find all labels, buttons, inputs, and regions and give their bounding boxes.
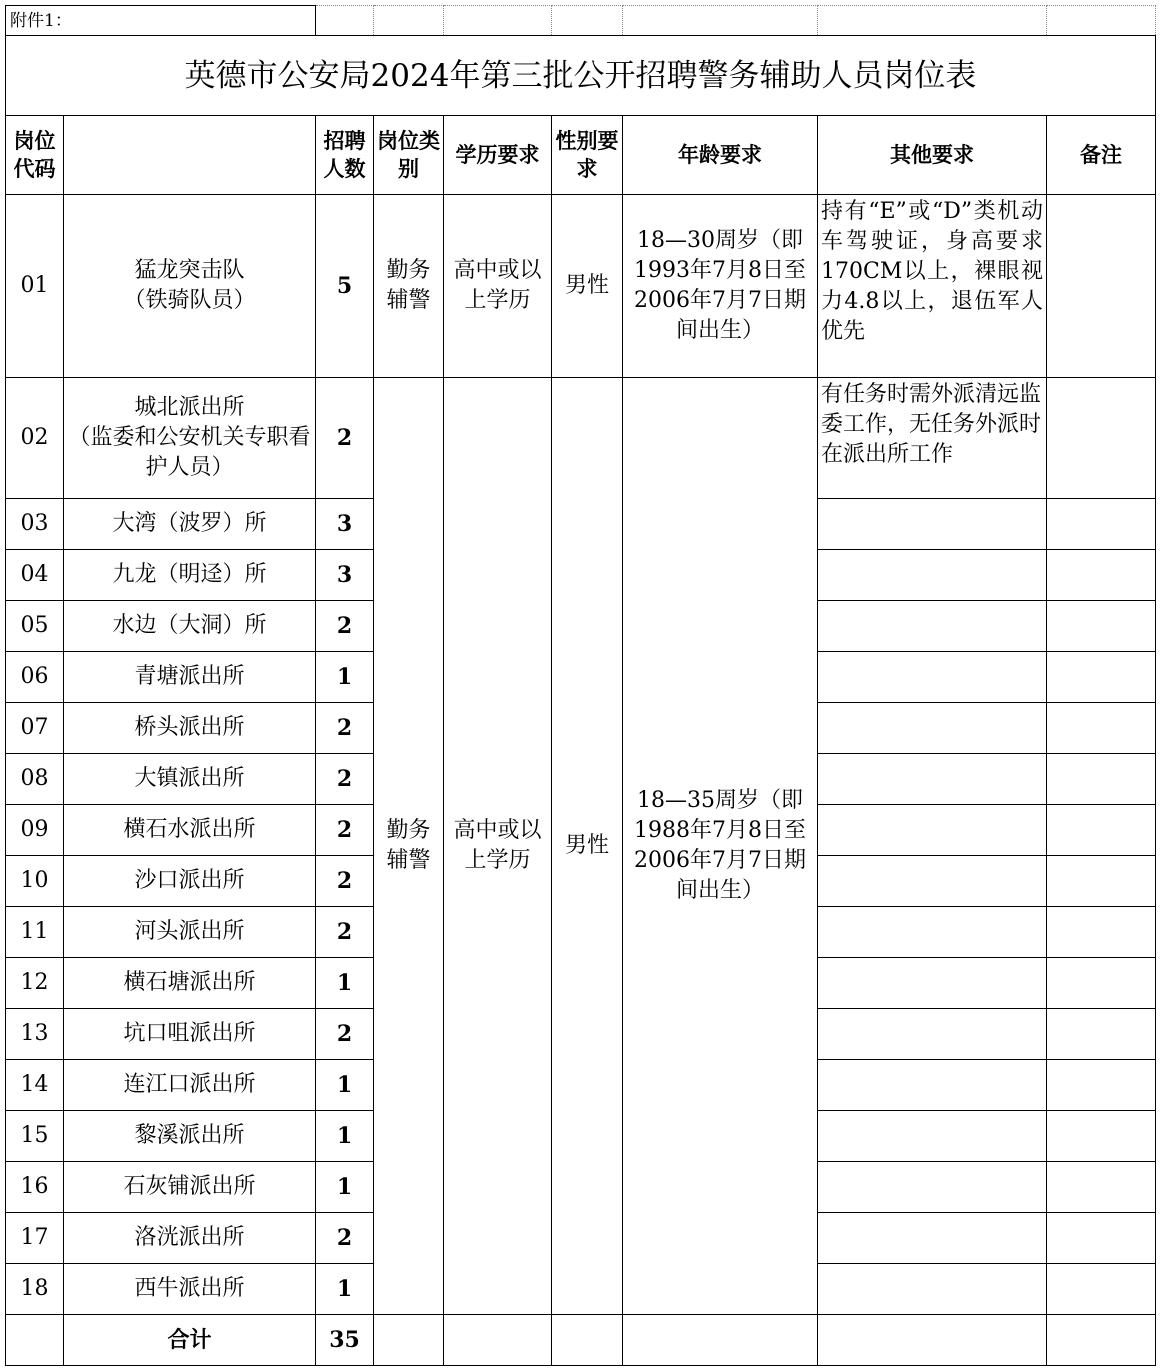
row-unit: 水边（大洞）所	[64, 601, 316, 652]
row-other	[818, 601, 1047, 652]
row-other	[818, 856, 1047, 907]
row-unit: 坑口咀派出所	[64, 1009, 316, 1060]
unit-note: （铁骑队员）	[123, 288, 256, 313]
page-title: 英德市公安局2024年第三批公开招聘警务辅助人员岗位表	[6, 36, 1156, 116]
unit-name: 城北派出所	[134, 395, 245, 420]
row-other	[818, 1009, 1047, 1060]
title-row	[6, 36, 1156, 116]
table-row	[6, 378, 1156, 499]
header-remark: 备注	[1047, 116, 1156, 195]
row-code: 07	[6, 703, 64, 754]
row-remark	[1047, 958, 1156, 1009]
row-count: 1	[316, 1162, 374, 1213]
row-unit: 大镇派出所	[64, 754, 316, 805]
row-count: 1	[316, 1264, 374, 1315]
row-count: 2	[316, 907, 374, 958]
row-other	[818, 1060, 1047, 1111]
header-gender: 性别要求	[552, 116, 623, 195]
row-other	[818, 499, 1047, 550]
row-code: 14	[6, 1060, 64, 1111]
row-code: 17	[6, 1213, 64, 1264]
total-label: 合计	[64, 1315, 316, 1366]
row-code: 09	[6, 805, 64, 856]
row-other	[818, 1264, 1047, 1315]
row-remark	[1047, 907, 1156, 958]
row-code: 11	[6, 907, 64, 958]
group-gender: 男性	[552, 378, 623, 1315]
row-code: 16	[6, 1162, 64, 1213]
table-row	[6, 195, 1156, 378]
header-education: 学历要求	[444, 116, 552, 195]
header-other: 其他要求	[818, 116, 1047, 195]
row-remark	[1047, 1009, 1156, 1060]
group-age: 18—35周岁（即1988年7月8日至2006年7月7日期间出生）	[623, 378, 818, 1315]
row-code: 05	[6, 601, 64, 652]
row-category: 勤务辅警	[374, 195, 444, 378]
row-code: 13	[6, 1009, 64, 1060]
row-unit	[64, 378, 316, 499]
row-remark	[1047, 1213, 1156, 1264]
row-count: 1	[316, 1060, 374, 1111]
row-unit: 桥头派出所	[64, 703, 316, 754]
row-other	[818, 805, 1047, 856]
row-remark	[1047, 1162, 1156, 1213]
row-code: 04	[6, 550, 64, 601]
row-unit: 洛洸派出所	[64, 1213, 316, 1264]
unit-name: 猛龙突击队	[134, 258, 245, 283]
row-code: 08	[6, 754, 64, 805]
row-code: 12	[6, 958, 64, 1009]
row-count: 2	[316, 601, 374, 652]
row-other	[818, 703, 1047, 754]
row-other: 持有“E”或“D”类机动车驾驶证，身高要求170CM以上，裸眼视力4.8以上，退伍军人优先	[818, 195, 1047, 378]
row-remark	[1047, 550, 1156, 601]
row-unit: 石灰铺派出所	[64, 1162, 316, 1213]
row-count: 1	[316, 958, 374, 1009]
row-other	[818, 1111, 1047, 1162]
row-remark	[1047, 1264, 1156, 1315]
row-count: 2	[316, 754, 374, 805]
row-other	[818, 958, 1047, 1009]
row-remark	[1047, 1060, 1156, 1111]
row-code: 10	[6, 856, 64, 907]
row-code: 06	[6, 652, 64, 703]
row-unit: 大湾（波罗）所	[64, 499, 316, 550]
row-remark	[1047, 601, 1156, 652]
row-unit: 西牛派出所	[64, 1264, 316, 1315]
row-unit: 横石塘派出所	[64, 958, 316, 1009]
row-count: 2	[316, 1213, 374, 1264]
header-row	[6, 116, 1156, 195]
row-other	[818, 1162, 1047, 1213]
row-unit: 河头派出所	[64, 907, 316, 958]
row-remark	[1047, 703, 1156, 754]
unit-note: （监委和公安机关专职看护人员）	[68, 425, 311, 480]
row-count: 1	[316, 652, 374, 703]
row-remark	[1047, 195, 1156, 378]
row-age: 18—30周岁（即1993年7月8日至2006年7月7日期间出生）	[623, 195, 818, 378]
row-count: 1	[316, 1111, 374, 1162]
row-code: 18	[6, 1264, 64, 1315]
row-other	[818, 550, 1047, 601]
header-count: 招聘人数	[316, 116, 374, 195]
row-count: 2	[316, 703, 374, 754]
row-unit: 九龙（明迳）所	[64, 550, 316, 601]
row-unit: 横石水派出所	[64, 805, 316, 856]
row-count: 2	[316, 1009, 374, 1060]
row-other	[818, 754, 1047, 805]
row-remark	[1047, 1111, 1156, 1162]
row-code: 01	[6, 195, 64, 378]
row-count: 2	[316, 805, 374, 856]
row-code: 03	[6, 499, 64, 550]
total-row	[6, 1315, 1156, 1366]
row-count: 2	[316, 378, 374, 499]
row-unit: 青塘派出所	[64, 652, 316, 703]
annex-label: 附件1：	[6, 6, 316, 36]
row-remark	[1047, 378, 1156, 499]
row-count: 3	[316, 499, 374, 550]
row-code: 15	[6, 1111, 64, 1162]
row-remark	[1047, 499, 1156, 550]
group-education: 高中或以上学历	[444, 378, 552, 1315]
row-remark	[1047, 856, 1156, 907]
recruitment-table	[5, 5, 1156, 1366]
row-unit	[64, 195, 316, 378]
header-age: 年龄要求	[623, 116, 818, 195]
header-category: 岗位类别	[374, 116, 444, 195]
header-code: 岗位代码	[6, 116, 64, 195]
row-remark	[1047, 754, 1156, 805]
row-gender: 男性	[552, 195, 623, 378]
row-count: 3	[316, 550, 374, 601]
row-unit: 连江口派出所	[64, 1060, 316, 1111]
row-unit: 黎溪派出所	[64, 1111, 316, 1162]
row-other: 有任务时需外派清远监委工作，无任务外派时在派出所工作	[818, 378, 1047, 499]
group-category: 勤务辅警	[374, 378, 444, 1315]
row-code: 02	[6, 378, 64, 499]
row-count: 2	[316, 856, 374, 907]
row-unit: 沙口派出所	[64, 856, 316, 907]
row-remark	[1047, 652, 1156, 703]
row-other	[818, 907, 1047, 958]
row-education: 高中或以上学历	[444, 195, 552, 378]
header-unit	[64, 116, 316, 195]
row-remark	[1047, 805, 1156, 856]
total-count: 35	[316, 1315, 374, 1366]
row-other	[818, 652, 1047, 703]
annex-row	[6, 6, 1156, 36]
row-other	[818, 1213, 1047, 1264]
row-count: 5	[316, 195, 374, 378]
